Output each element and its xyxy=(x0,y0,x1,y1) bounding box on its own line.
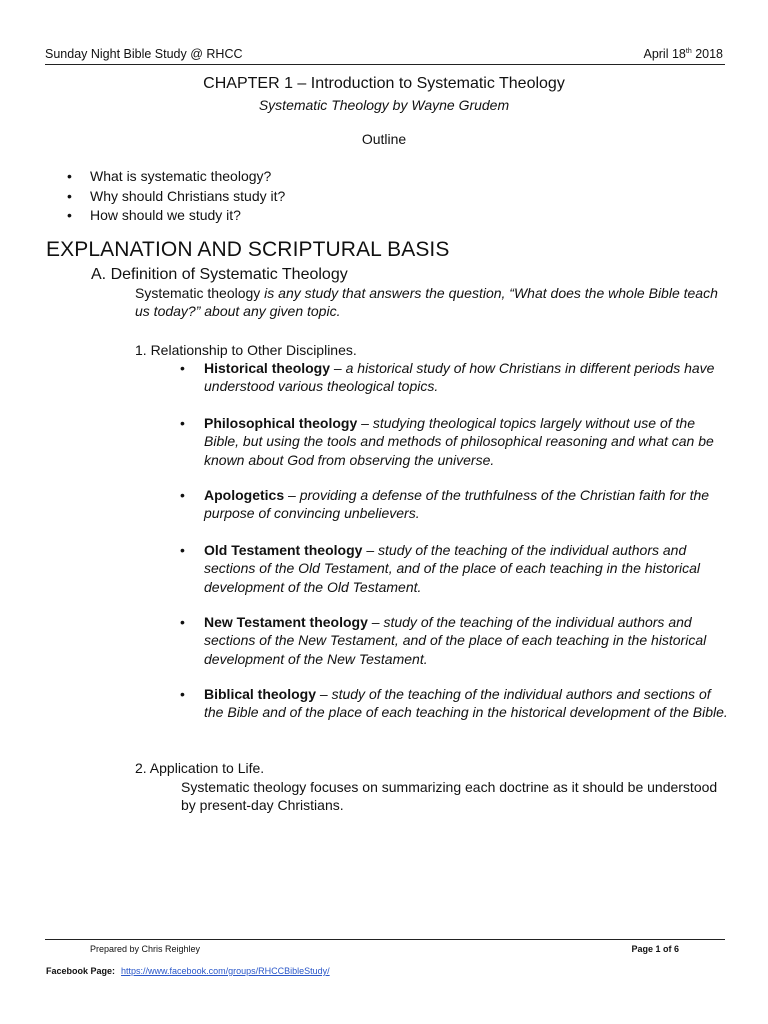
discipline-description: providing a defense of the truthfulness of the Christian faith for the purpose of convincing unbelievers. xyxy=(204,487,710,522)
bullet-icon: • xyxy=(180,415,185,431)
bullet-icon: • xyxy=(180,360,185,376)
page-header xyxy=(45,44,725,65)
header-study-title: Sunday Night Bible Study @ RHCC xyxy=(45,47,243,61)
dash: – xyxy=(316,686,332,702)
header-date-year: 2018 xyxy=(691,47,723,61)
header-date xyxy=(643,47,723,61)
discipline-description: study of the teaching of the individual authors and sections of the Old Testament, and of the place of each teaching in the historical development of the Old Testament. xyxy=(204,542,701,595)
header-date-suffix: th xyxy=(685,47,692,55)
dash: – xyxy=(362,542,379,558)
outline-item-text: What is systematic theology? xyxy=(90,168,272,184)
header-date-month: April 18 xyxy=(643,47,686,61)
facebook-label: Facebook Page: xyxy=(46,966,116,976)
definition-italic: is any study that answers the question, “What does the whole Bible teach us today?” about any given topic. xyxy=(135,285,718,319)
discipline-term: New Testament theology xyxy=(204,614,368,630)
discipline-description: study of the teaching of the individual authors and sections of the New Testament, and of the place of each teaching in the historical development of the New Testament. xyxy=(204,614,707,667)
page-number: Page 1 of 6 xyxy=(631,944,679,954)
prepared-by: Prepared by Chris Reighley xyxy=(90,944,201,954)
page-footer xyxy=(45,939,725,958)
dash: – xyxy=(284,487,300,503)
outline-item xyxy=(64,206,285,226)
outline-item-text: How should we study it? xyxy=(90,207,241,223)
discipline-term: Biblical theology xyxy=(204,686,317,702)
bullet-icon: • xyxy=(67,168,72,184)
definition-lead: Systematic theology xyxy=(135,285,265,301)
discipline-term: Apologetics xyxy=(204,487,285,503)
discipline-description: study of the teaching of the individual authors and sections of the Bible and of the place of each teaching in the historical development of the Bible. xyxy=(204,686,728,721)
outline-item xyxy=(64,187,285,207)
section-heading: EXPLANATION AND SCRIPTURAL BASIS xyxy=(46,238,450,261)
relationship-heading: 1. Relationship to Other Disciplines. xyxy=(135,342,357,358)
dash: – xyxy=(357,415,373,431)
dash: – xyxy=(367,614,384,630)
application-paragraph: Systematic theology focuses on summarizing each doctrine as it should be understood by present-day Christians. xyxy=(181,779,718,813)
bullet-icon: • xyxy=(180,542,185,558)
dash: – xyxy=(330,360,346,376)
discipline-term: Historical theology xyxy=(204,360,331,376)
bullet-icon: • xyxy=(67,187,72,204)
definition-paragraph xyxy=(135,285,735,320)
facebook-line xyxy=(46,966,330,976)
application-heading: 2. Application to Life. xyxy=(135,760,265,776)
discipline-term: Old Testament theology xyxy=(204,542,363,558)
discipline-description: studying theological topics largely without use of the Bible, but using the tools and methods of philosophical reasoning and what can be known about God from observing the universe. xyxy=(204,415,714,468)
bullet-icon: • xyxy=(180,487,185,503)
book-subtitle: Systematic Theology by Wayne Grudem xyxy=(258,97,510,113)
outline-item-text: Why should Christians study it? xyxy=(90,187,286,204)
bullet-icon: • xyxy=(180,614,185,630)
facebook-link[interactable]: https://www.facebook.com/groups/RHCCBibleStudy/ xyxy=(121,966,330,976)
chapter-title: CHAPTER 1 – Introduction to Systematic Theology xyxy=(203,75,565,92)
discipline-description: a historical study of how Christians in different periods have understood various theological topics. xyxy=(204,360,715,395)
bullet-icon: • xyxy=(180,686,185,702)
bullet-icon: • xyxy=(67,207,72,223)
subsection-heading: A. Definition of Systematic Theology xyxy=(91,266,348,283)
outline-label: Outline xyxy=(361,131,407,147)
outline-item xyxy=(64,167,285,187)
discipline-term: Philosophical theology xyxy=(204,415,358,431)
outline-list xyxy=(64,167,285,226)
